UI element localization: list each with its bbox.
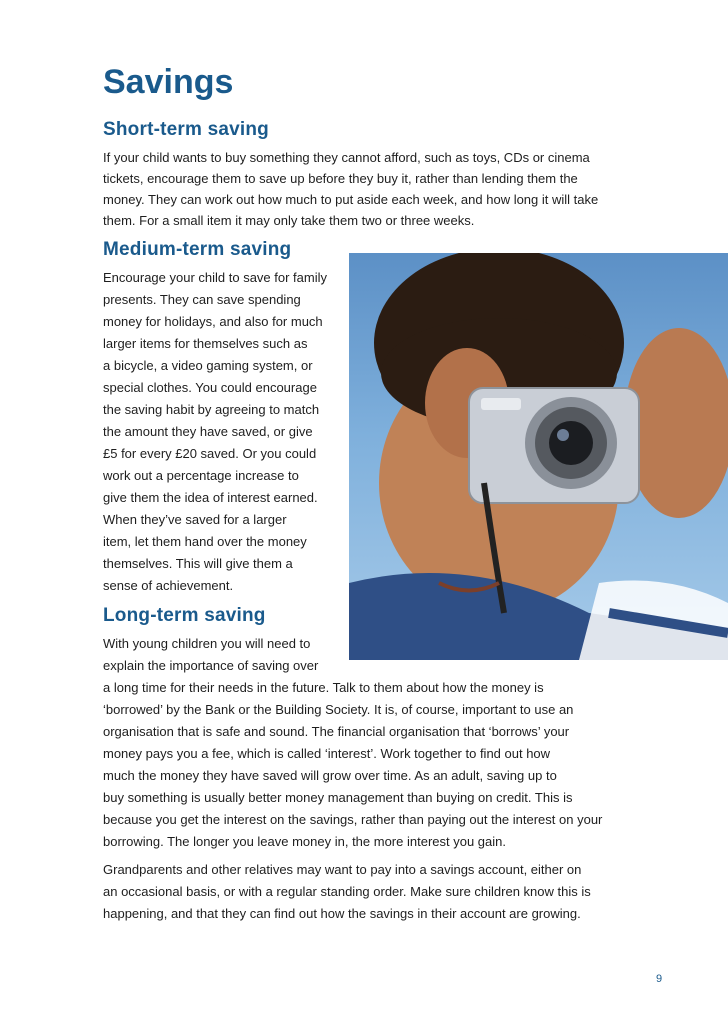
long-term-line: explain the importance of saving over: [103, 658, 319, 673]
long-term-line: because you get the interest on the savings, rather than paying out the interest on your: [103, 812, 603, 827]
long-term-line: money pays you a fee, which is called ‘interest’. Work together to find out how: [103, 746, 551, 761]
page-number: 9: [656, 973, 663, 985]
short-term-heading: Short-term saving: [103, 119, 269, 140]
long-term-line: buy something is usually better money management than buying on credit. This is: [103, 790, 573, 805]
long-term-line: ‘borrowed’ by the Bank or the Building Society. It is, of course, important to use an: [103, 702, 574, 717]
medium-term-line: item, let them hand over the money: [103, 534, 307, 549]
medium-term-line: a bicycle, a video gaming system, or: [103, 358, 313, 373]
page-title: Savings: [103, 63, 234, 101]
long-term-para2-line: an occasional basis, or with a regular standing order. Make sure children know this is: [103, 884, 591, 899]
medium-term-line: sense of achievement.: [103, 578, 234, 593]
long-term-heading: Long-term saving: [103, 605, 266, 626]
long-term-para2-line: Grandparents and other relatives may want to pay into a savings account, either on: [103, 862, 582, 877]
short-term-line: If your child wants to buy something they cannot afford, such as toys, CDs or cinema: [103, 150, 590, 165]
medium-term-line: £5 for every £20 saved. Or you could: [103, 446, 317, 461]
long-term-line: a long time for their needs in the future. Talk to them about how the money is: [103, 680, 544, 695]
medium-term-line: themselves. This will give them a: [103, 556, 293, 571]
medium-term-line: work out a percentage increase to: [103, 468, 299, 483]
medium-term-line: money for holidays, and also for much: [103, 314, 323, 329]
medium-term-line: Encourage your child to save for family: [103, 270, 327, 285]
short-term-line: tickets, encourage them to save up before they buy it, rather than lending them the: [103, 171, 578, 186]
long-term-para2-line: happening, and that they can find out how the savings in their account are growing.: [103, 906, 581, 921]
medium-term-line: larger items for themselves such as: [103, 336, 308, 351]
medium-term-line: give them the idea of interest earned.: [103, 490, 318, 505]
child-with-camera-photo: [349, 253, 728, 660]
long-term-line: organisation that is safe and sound. The financial organisation that ‘borrows’ your: [103, 724, 570, 739]
medium-term-line: special clothes. You could encourage: [103, 380, 317, 395]
long-term-line: borrowing. The longer you leave money in, the more interest you gain.: [103, 834, 506, 849]
medium-term-line: the amount they have saved, or give: [103, 424, 313, 439]
medium-term-line: the saving habit by agreeing to match: [103, 402, 320, 417]
short-term-line: them. For a small item it may only take them two or three weeks.: [103, 213, 475, 228]
medium-term-line: presents. They can save spending: [103, 292, 301, 307]
long-term-line: much the money they have saved will grow over time. As an adult, saving up to: [103, 768, 557, 783]
medium-term-heading: Medium-term saving: [103, 239, 292, 260]
medium-term-line: When they’ve saved for a larger: [103, 512, 287, 527]
short-term-line: money. They can work out how much to put aside each week, and how long it will take: [103, 192, 599, 207]
long-term-line: With young children you will need to: [103, 636, 311, 651]
